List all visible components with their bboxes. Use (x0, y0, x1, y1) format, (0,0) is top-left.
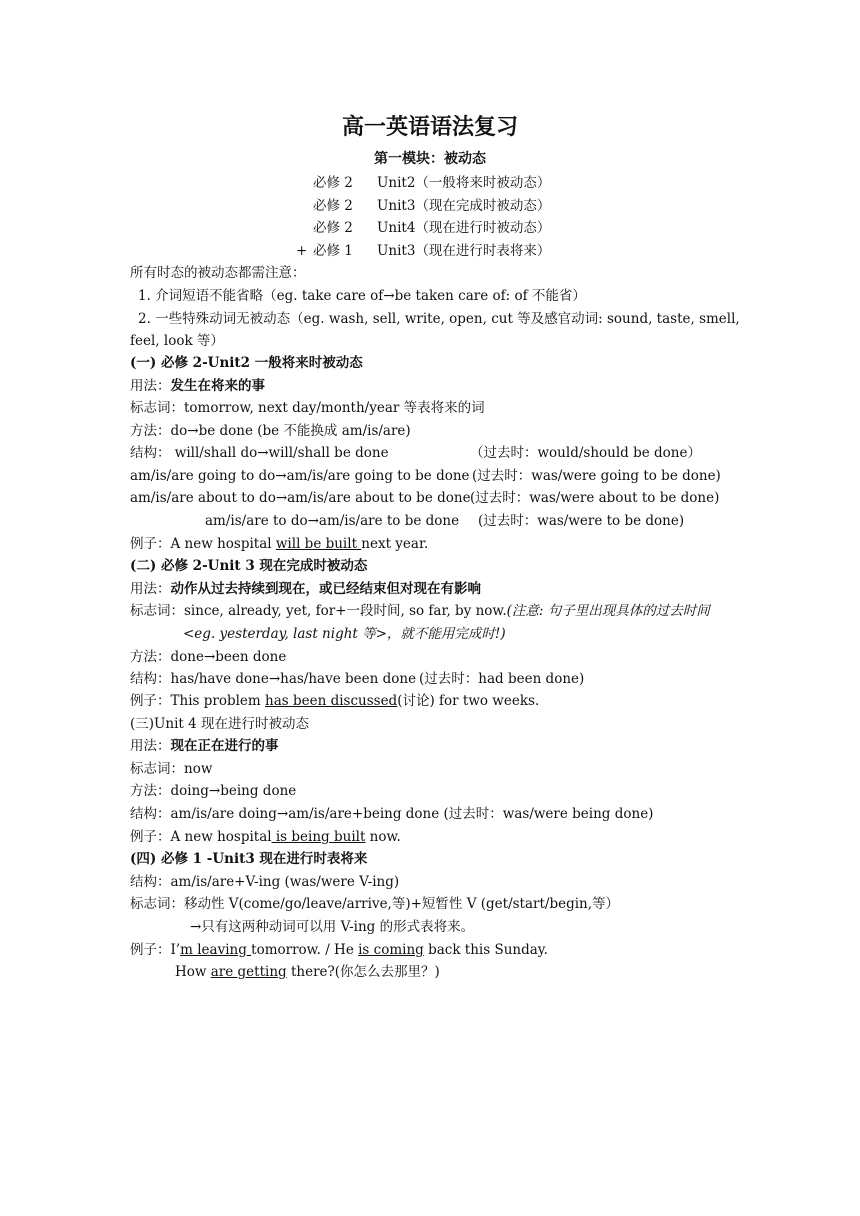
example-text: back this Sunday. (423, 942, 548, 958)
example-text: there?(你怎么去那里？) (286, 964, 440, 980)
signal-note: (注意: 句子里出现具体的过去时间 (506, 603, 710, 619)
section-heading: (三)Unit 4 现在进行时被动态 (130, 716, 310, 732)
example-text: (讨论) for two weeks. (397, 693, 540, 709)
example-text: now. (365, 829, 401, 845)
example-text: next year. (361, 536, 429, 552)
usage-text: 发生在将来的事 (170, 378, 265, 394)
notes-intro: 所有时态的被动态都需注意： (130, 265, 306, 281)
past-tense-note: (过去时：was/were about to be done) (470, 490, 720, 506)
example-line (175, 961, 440, 983)
structure-line: 结构：am/is/are+V-ing (was/were V-ing) (130, 874, 400, 890)
signal-line: 标志词：移动性 V(come/go/leave/arrive,等)+短暂性 V (get/start/begin,等） (130, 896, 620, 912)
signal-note: →只有这两种动词可以用 V-ing 的形式表将来。 (190, 919, 475, 935)
structure-line: 结构： will/shall do→will/shall be done (130, 445, 389, 461)
example-text: How (175, 964, 211, 980)
example-line (130, 826, 401, 848)
usage-label: 用法： (130, 581, 171, 597)
structure-line: 结构：am/is/are doing→am/is/are+being done (过去时：was/were being done) (130, 806, 654, 822)
example-text: 例子：A new hospital (130, 829, 272, 845)
unit-book: 必修 2 (313, 175, 353, 191)
unit-name: Unit4（现在进行时被动态） (377, 220, 551, 236)
unit-name: Unit2（一般将来时被动态） (377, 175, 551, 191)
method-line: 方法：do→be done (be 不能换成 am/is/are) (130, 423, 411, 439)
unit-prefix: + (296, 243, 308, 259)
note-item-continued: feel, look 等） (130, 333, 224, 349)
past-tense-note: (过去时：had been done) (419, 671, 585, 687)
section-heading: (二) 必修 2-Unit 3 现在完成时被动态 (130, 558, 368, 574)
example-text: 例子：A new hospital (130, 536, 276, 552)
example-underlined: are getting (210, 964, 287, 980)
module-title: 第一模块：被动态 (374, 151, 486, 167)
usage-label: 用法： (130, 378, 171, 394)
structure-line: am/is/are about to do→am/is/are about to be done (130, 490, 471, 506)
example-underlined: is coming (358, 942, 424, 958)
signal-note: <eg. yesterday, last night 等>，就不能用完成时!) (183, 626, 506, 642)
method-line: 方法：done→been done (130, 649, 287, 665)
section-heading: (一) 必修 2-Unit2 一般将来时被动态 (130, 355, 363, 371)
usage-label: 用法： (130, 738, 171, 754)
note-item: 2. 一些特殊动词无被动态（eg. wash, sell, write, open, cut 等及感官动词: sound, taste, smell, (138, 311, 740, 327)
unit-book: 必修 1 (313, 243, 353, 259)
structure-line: 结构：has/have done→has/have been done (130, 671, 417, 687)
structure-line: am/is/are to do→am/is/are to be done (205, 513, 460, 529)
method-line: 方法：doing→being done (130, 783, 297, 799)
example-line (130, 533, 428, 555)
unit-book: 必修 2 (313, 198, 353, 214)
signal-line: 标志词：now (130, 761, 213, 777)
usage-line (130, 578, 481, 600)
example-underlined: m leaving (180, 942, 252, 958)
unit-book: 必修 2 (313, 220, 353, 236)
usage-line (130, 735, 279, 757)
page-title: 高一英语语法复习 (341, 114, 518, 140)
section-heading: (四) 必修 1 -Unit3 现在进行时表将来 (130, 851, 368, 867)
example-line (130, 939, 548, 961)
usage-text: 动作从过去持续到现在，或已经结束但对现在有影响 (170, 581, 481, 597)
signal-line (130, 600, 710, 622)
unit-name: Unit3（现在进行时表将来） (377, 243, 551, 259)
past-tense-note: (过去时：was/were going to be done) (472, 468, 721, 484)
signal-text: 标志词：since, already, yet, for+一段时间, so far, by now. (130, 603, 507, 619)
usage-line (130, 375, 265, 397)
note-item: 1. 介词短语不能省略（eg. take care of→be taken care of: of 不能省） (138, 288, 586, 304)
example-text: 例子：I’ (130, 942, 181, 958)
example-underlined: is being built (271, 829, 366, 845)
usage-text: 现在正在进行的事 (170, 738, 279, 754)
unit-name: Unit3（现在完成时被动态） (377, 198, 551, 214)
past-tense-note: (过去时：was/were to be done) (478, 513, 685, 529)
example-line (130, 690, 539, 712)
example-underlined: has been discussed (265, 693, 398, 709)
example-text: tomorrow. / He (251, 942, 359, 958)
example-underlined: will be built (275, 536, 362, 552)
structure-line: am/is/are going to do→am/is/are going to be done (130, 468, 470, 484)
signal-line: 标志词：tomorrow, next day/month/year 等表将来的词 (130, 400, 485, 416)
past-tense-note: （过去时：would/should be done） (470, 445, 701, 461)
example-text: 例子：This problem (130, 693, 265, 709)
